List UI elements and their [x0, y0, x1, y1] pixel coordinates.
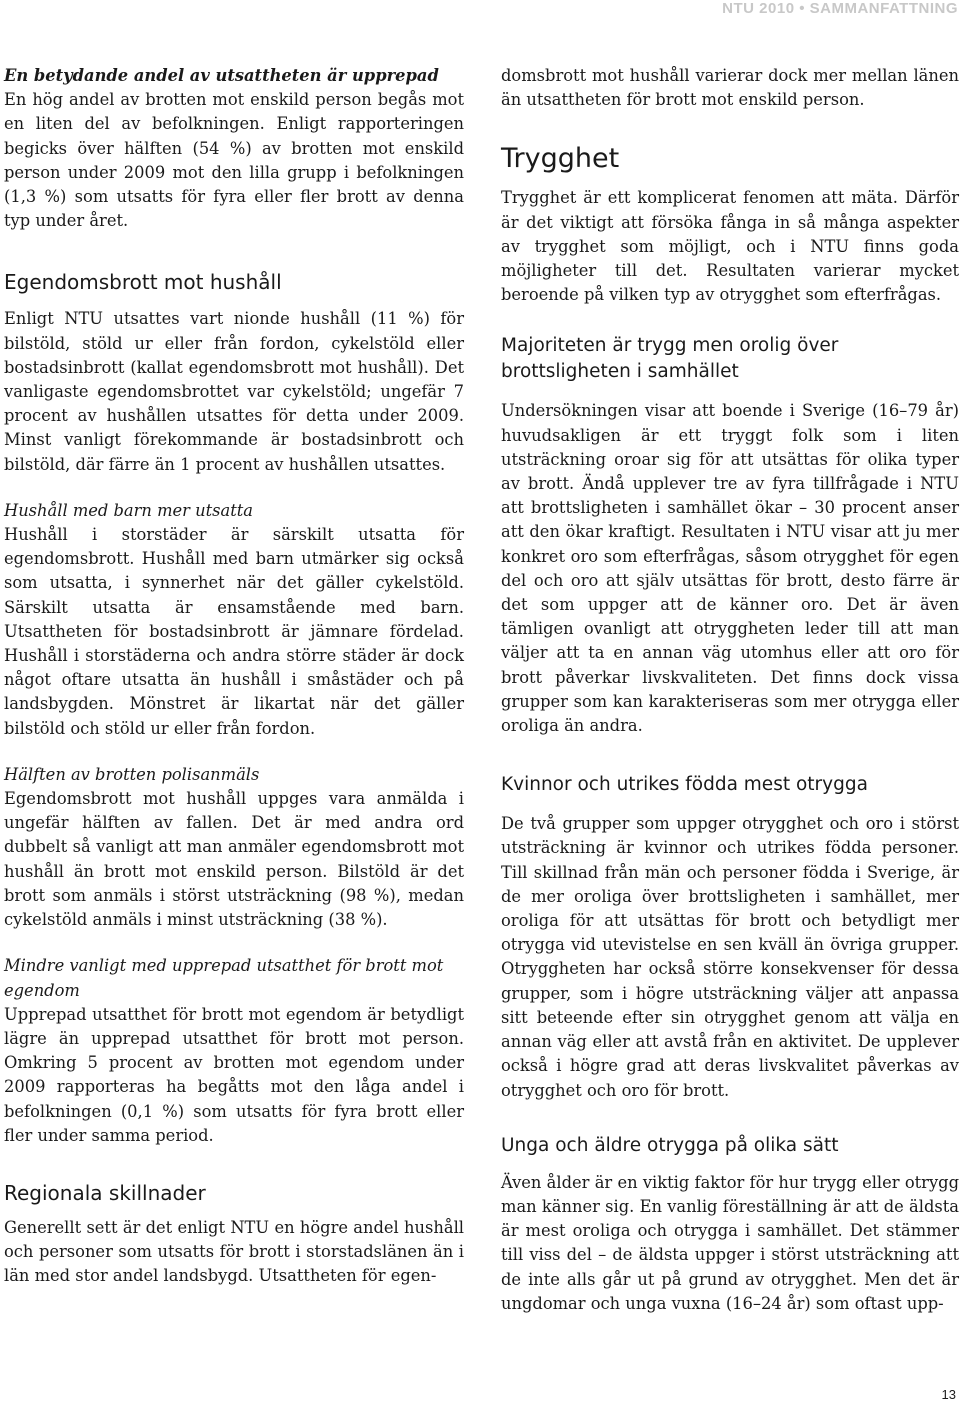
intro-paragraph: En hög andel av brotten mot enskild person begås mot en liten del av befolkningen. Enligt rapporteringen begicks över hälften (54 %) av brotten mot enskild person under 2009 mot den lilla grupp i befolkningen (1,3 %) som utsatts för fyra eller fler brott av denna typ under året.: [4, 90, 464, 231]
property-heading: Egendomsbrott mot hushåll: [4, 270, 282, 295]
left-column: [4, 64, 464, 1289]
women-paragraph: De två grupper som uppger otrygghet och oro i störst utsträckning är kvinnor och utrikes födda personer. Till skillnad från män och personer födda i Sverige, är de mer oroliga över brottsligheten i samhället, mer oroliga för att utsättas för brott och betydligt mer otrygga vid utevistelse en sen kväll än övriga grupper. Otryggheten har också större konsekvenser för dessa grupper, som i högre utsträckning väljer att anpassa sitt beteende efter sin otrygghet genom att välja en annan väg eller att avstå från en aktivitet. De upplever också i högre grad att deras livskvalitet påverkas av otrygghet och oro för brott.: [501, 814, 959, 1100]
children-paragraph: Hushåll i storstäder är särskilt utsatta för egendomsbrott. Hushåll med barn utmärker sig också som utsatta, i synnerhet när det gäller cykelstöld. Särskilt utsatta är ensamstående med barn. Utsattheten för bostadsinbrott är jämnare fördelad. Hushåll i storstäderna och andra större städer är dock något oftare utsatta än hushåll i småstäder och på landsbygden. Mönstret är likartat när det gäller bilstöld och stöld ur eller från fordon.: [4, 525, 464, 738]
regional-heading: Regionala skillnader: [4, 1180, 206, 1205]
regional-paragraph: Generellt sett är det enligt NTU en högre andel hushåll och personer som utsatts för brott i storstadslänen än i län med stor andel landsbygd. Utsattheten för egen-: [4, 1217, 464, 1286]
majority-heading: Majoriteten är trygg men orolig över brottsligheten i samhället: [501, 335, 839, 383]
majority-paragraph: Undersökningen visar att boende i Sverige (16–79 år) huvudsakligen är ett tryggt folk som i liten utsträckning oroar sig för att utsättas för olika typer av brott. Ändå upplever tre av fyra tillfrågade i NTU att brottsligheten i samhället ökar – 30 procent anser att den ökar kraftigt. Resultaten i NTU visar att ju mer konkret oro som efterfrågas, såsom otrygghet för egen del och oro att själv utsättas för brott, desto färre är det som uppger att de känner oro. Det är även tämligen ovanligt att otryggheten leder till att man väljer att ta en annan väg utomhus eller att oro för brott påverkar livskvaliteten. Det finns dock vissa grupper som kan karakteriseras som mer otrygga eller oroliga än andra.: [501, 401, 959, 736]
police-subhead: Hälften av brotten polisanmäls: [4, 764, 260, 784]
repeat-subhead: Mindre vanligt med upprepad utsatthet för brott mot egendom: [4, 956, 444, 1000]
repeat-paragraph: Upprepad utsatthet för brott mot egendom är betydligt lägre än upprepad utsatthet för brott mot person. Omkring 5 procent av brotten mot egendom under 2009 rapporteras ha begåtts mot den låga andel i befolkningen (0,1 %) som utsatts för fyra brott eller fler under samma period.: [4, 1004, 464, 1145]
age-paragraph: Även ålder är en viktig faktor för hur trygg eller otrygg man känner sig. En vanlig föreställning är att de äldsta är mest oroliga och otrygga i samhället. Det stämmer till viss del – de äldsta uppger i störst utsträckning att de inte alls går ut på grund av otrygghet. Men det är ungdomar och unga vuxna (16–24 år) som oftast upp-: [501, 1172, 959, 1313]
age-heading: Unga och äldre otrygga på olika sätt: [501, 1134, 839, 1156]
property-paragraph: Enligt NTU utsattes vart nionde hushåll (11 %) för bilstöld, stöld ur eller från fordon, cykelstöld eller bostadsinbrott (kallat egendomsbrott mot hushåll). Det vanligaste egendomsbrottet var cykelstöld; ungefär 7 procent av hushållen utsattes för detta under 2009. Minst vanligt förekommande är bostadsinbrott och bilstöld, där färre än 1 procent av hushållen utsattes.: [4, 309, 464, 474]
intro-subhead: En betydande andel av utsattheten är upprepad: [4, 66, 439, 85]
police-paragraph: Egendomsbrott mot hushåll uppges vara anmälda i ungefär hälften av fallen. Det är med andra ord dubbelt så vanligt att man anmäler egendomsbrott mot hushåll än brott mot enskild person. Bilstöld är det brott som anmäls i störst utsträckning (98 %), medan cykelstöld anmäls i minst utsträckning (38 %).: [4, 789, 464, 930]
page-number: 13: [941, 1387, 956, 1402]
security-heading: Trygghet: [501, 143, 620, 175]
women-heading: Kvinnor och utrikes födda mest otrygga: [501, 774, 868, 796]
right-column: [501, 64, 959, 1316]
continuation-paragraph: domsbrott mot hushåll varierar dock mer mellan länen än utsattheten för brott mot enskild person.: [501, 66, 959, 110]
running-head: NTU 2010 • SAMMANFATTNING: [722, 0, 958, 17]
security-paragraph: Trygghet är ett komplicerat fenomen att mäta. Därför är det viktigt att försöka fånga in så många aspekter av trygghet som möjligt, och i NTU finns goda möjligheter till det. Resultaten varierar mycket beroende på vilken typ av otrygghet som efterfrågas.: [501, 188, 959, 305]
children-subhead: Hushåll med barn mer utsatta: [4, 500, 253, 520]
